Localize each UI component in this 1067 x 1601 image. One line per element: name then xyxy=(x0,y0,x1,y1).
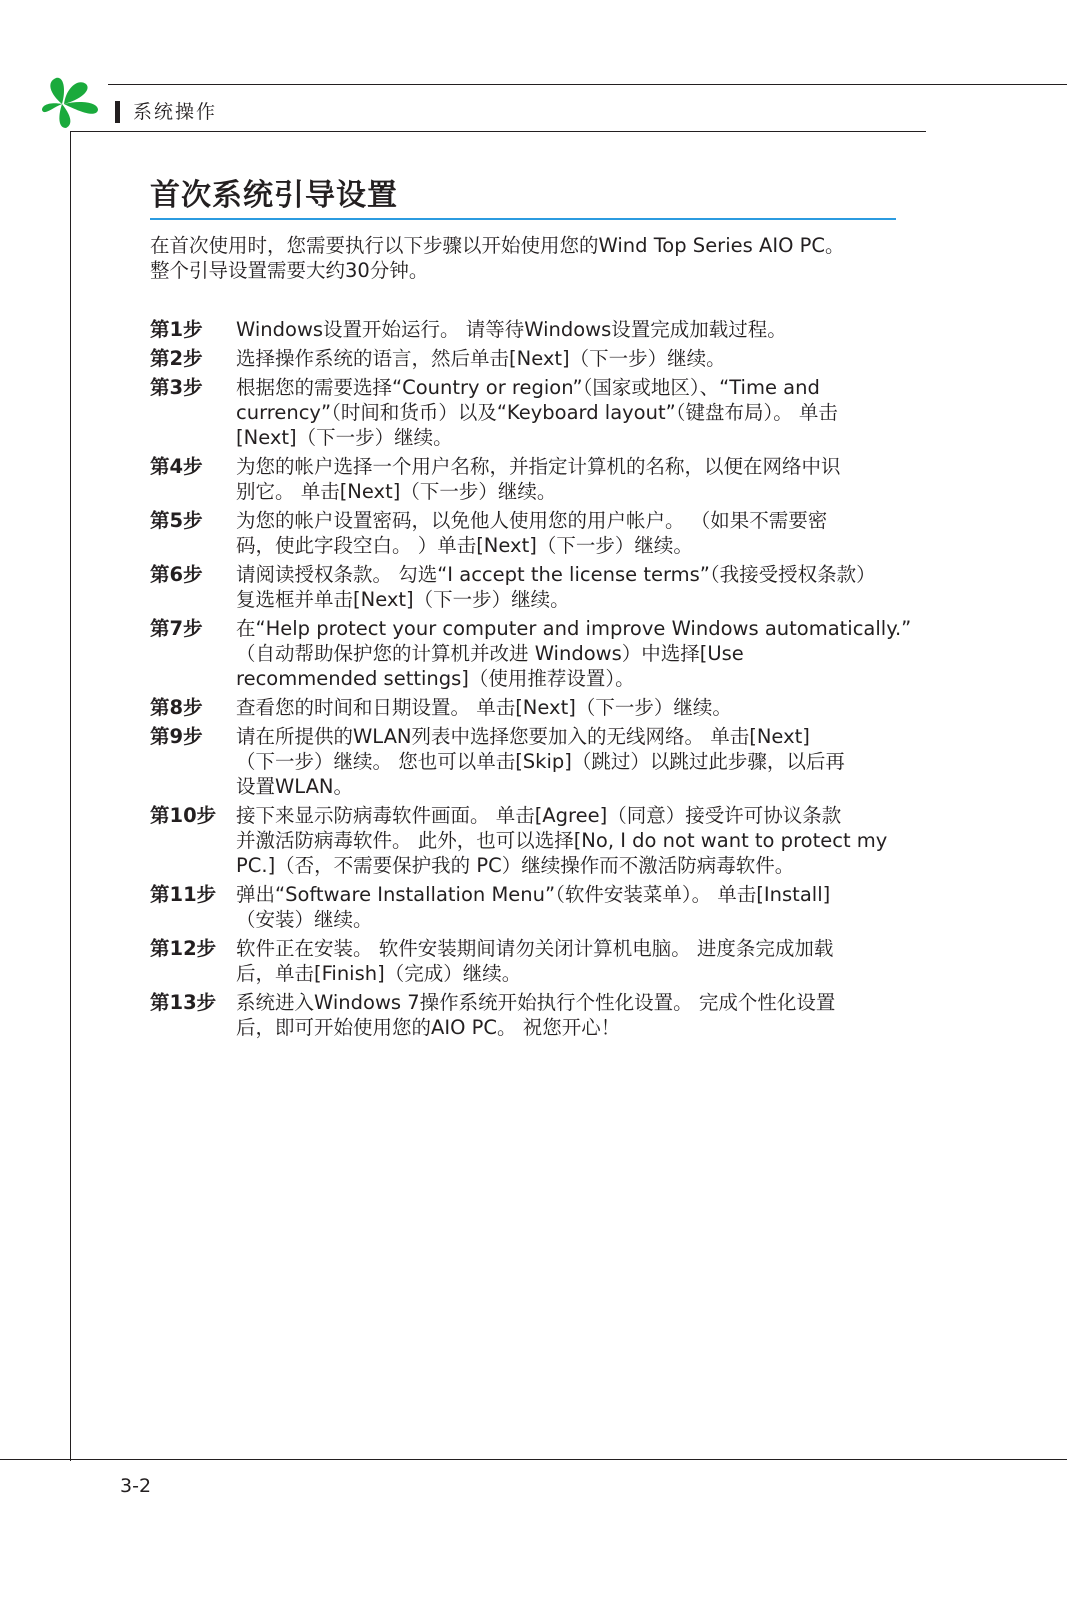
step-text-line: 选择操作系统的语言，然后单击[Next]（下一步）继续。 xyxy=(236,347,726,370)
step-item xyxy=(150,936,910,986)
step-text-line: （自动帮助保护您的计算机并改进 Windows）中选择[Use xyxy=(236,642,744,665)
section-marker xyxy=(115,101,120,123)
step-text-line: 别它。 单击[Next]（下一步）继续。 xyxy=(236,480,557,503)
step-item xyxy=(150,562,910,612)
step-item xyxy=(150,724,910,799)
step-item xyxy=(150,990,910,1040)
step-label: 第11步 xyxy=(150,883,217,906)
step-label: 第7步 xyxy=(150,617,203,640)
title-underline xyxy=(150,218,896,220)
step-text-line: 后，即可开始使用您的AIO PC。 祝您开心！ xyxy=(236,1016,621,1039)
step-text-line: 码，使此字段空白。 ）单击[Next]（下一步）继续。 xyxy=(236,534,693,557)
step-text xyxy=(236,562,910,612)
step-text xyxy=(236,508,910,558)
step-label: 第8步 xyxy=(150,696,203,719)
page-number: 3-2 xyxy=(120,1475,152,1497)
header-underline xyxy=(70,131,926,132)
step-label: 第4步 xyxy=(150,455,203,478)
step-text xyxy=(236,346,910,371)
step-item xyxy=(150,695,910,720)
step-text-line: 为您的帐户选择一个用户名称，并指定计算机的名称，以便在网络中识 xyxy=(236,455,841,478)
step-label: 第6步 xyxy=(150,563,203,586)
step-text-line: 查看您的时间和日期设置。 单击[Next]（下一步）继续。 xyxy=(236,696,732,719)
section-title: 系统操作 xyxy=(133,101,218,123)
step-text-line: currency”（时间和货币）以及“Keyboard layout”（键盘布局）。 单击 xyxy=(236,401,838,424)
step-item xyxy=(150,346,910,371)
intro-paragraph xyxy=(150,233,910,283)
step-label: 第9步 xyxy=(150,725,203,748)
step-text-line: （安装）继续。 xyxy=(236,908,373,931)
page-margin-line xyxy=(70,131,71,1461)
footer-rule xyxy=(0,1459,1067,1460)
step-text-line: 复选框并单击[Next]（下一步）继续。 xyxy=(236,588,570,611)
step-text xyxy=(236,317,910,342)
step-text-line: 为您的帐户设置密码，以免他人使用您的用户帐户。 （如果不需要密 xyxy=(236,509,828,532)
steps-list xyxy=(150,317,910,1044)
step-text-line: 请阅读授权条款。 勾选“I accept the license terms”（我接受授权条款） xyxy=(236,563,876,586)
step-text xyxy=(236,936,910,986)
step-text xyxy=(236,695,910,720)
step-text-line: 系统进入Windows 7操作系统开始执行个性化设置。 完成个性化设置 xyxy=(236,991,836,1014)
step-text-line: 弹出“Software Installation Menu”（软件安装菜单）。 单击[Install] xyxy=(236,883,831,906)
step-text xyxy=(236,454,910,504)
page-title: 首次系统引导设置 xyxy=(150,178,398,213)
step-item xyxy=(150,317,910,342)
step-label: 第2步 xyxy=(150,347,203,370)
step-label: 第5步 xyxy=(150,509,203,532)
intro-line: 在首次使用时，您需要执行以下步骤以开始使用您的Wind Top Series AIO PC。 xyxy=(150,234,845,257)
step-item xyxy=(150,375,910,450)
clover-logo-icon xyxy=(40,74,106,130)
step-text xyxy=(236,616,911,691)
step-text-line: 设置WLAN。 xyxy=(236,775,354,798)
step-text-line: 接下来显示防病毒软件画面。 单击[Agree]（同意）接受许可协议条款 xyxy=(236,804,842,827)
step-text xyxy=(236,803,910,878)
step-item xyxy=(150,882,910,932)
step-item xyxy=(150,803,910,878)
intro-line: 整个引导设置需要大约30分钟。 xyxy=(150,259,429,282)
step-label: 第1步 xyxy=(150,318,203,341)
step-label: 第12步 xyxy=(150,937,217,960)
step-text-line: 在“Help protect your computer and improve Windows automatically.” xyxy=(236,617,912,640)
step-item xyxy=(150,454,910,504)
step-text-line: 软件正在安装。 软件安装期间请勿关闭计算机电脑。 进度条完成加载 xyxy=(236,937,834,960)
step-label: 第3步 xyxy=(150,376,203,399)
step-text-line: （下一步）继续。 您也可以单击[Skip]（跳过）以跳过此步骤，以后再 xyxy=(236,750,845,773)
step-text xyxy=(236,882,910,932)
step-text-line: [Next]（下一步）继续。 xyxy=(236,426,453,449)
step-item xyxy=(150,508,910,558)
step-text xyxy=(236,375,910,450)
step-text-line: 并激活防病毒软件。 此外，也可以选择[No, I do not want to protect my xyxy=(236,829,888,852)
header-rule xyxy=(108,84,1067,85)
step-text xyxy=(236,990,910,1040)
step-text-line: 根据您的需要选择“Country or region”（国家或地区）、“Time and xyxy=(236,376,820,399)
step-text-line: PC.]（否，不需要保护我的 PC）继续操作而不激活防病毒软件。 xyxy=(236,854,795,877)
step-text-line: 后，单击[Finish]（完成）继续。 xyxy=(236,962,522,985)
step-label: 第13步 xyxy=(150,991,217,1014)
step-text-line: Windows设置开始运行。 请等待Windows设置完成加载过程。 xyxy=(236,318,787,341)
step-text xyxy=(236,724,910,799)
step-label: 第10步 xyxy=(150,804,217,827)
step-text-line: recommended settings]（使用推荐设置）。 xyxy=(236,667,635,690)
step-text-line: 请在所提供的WLAN列表中选择您要加入的无线网络。 单击[Next] xyxy=(236,725,810,748)
step-item xyxy=(150,616,910,691)
